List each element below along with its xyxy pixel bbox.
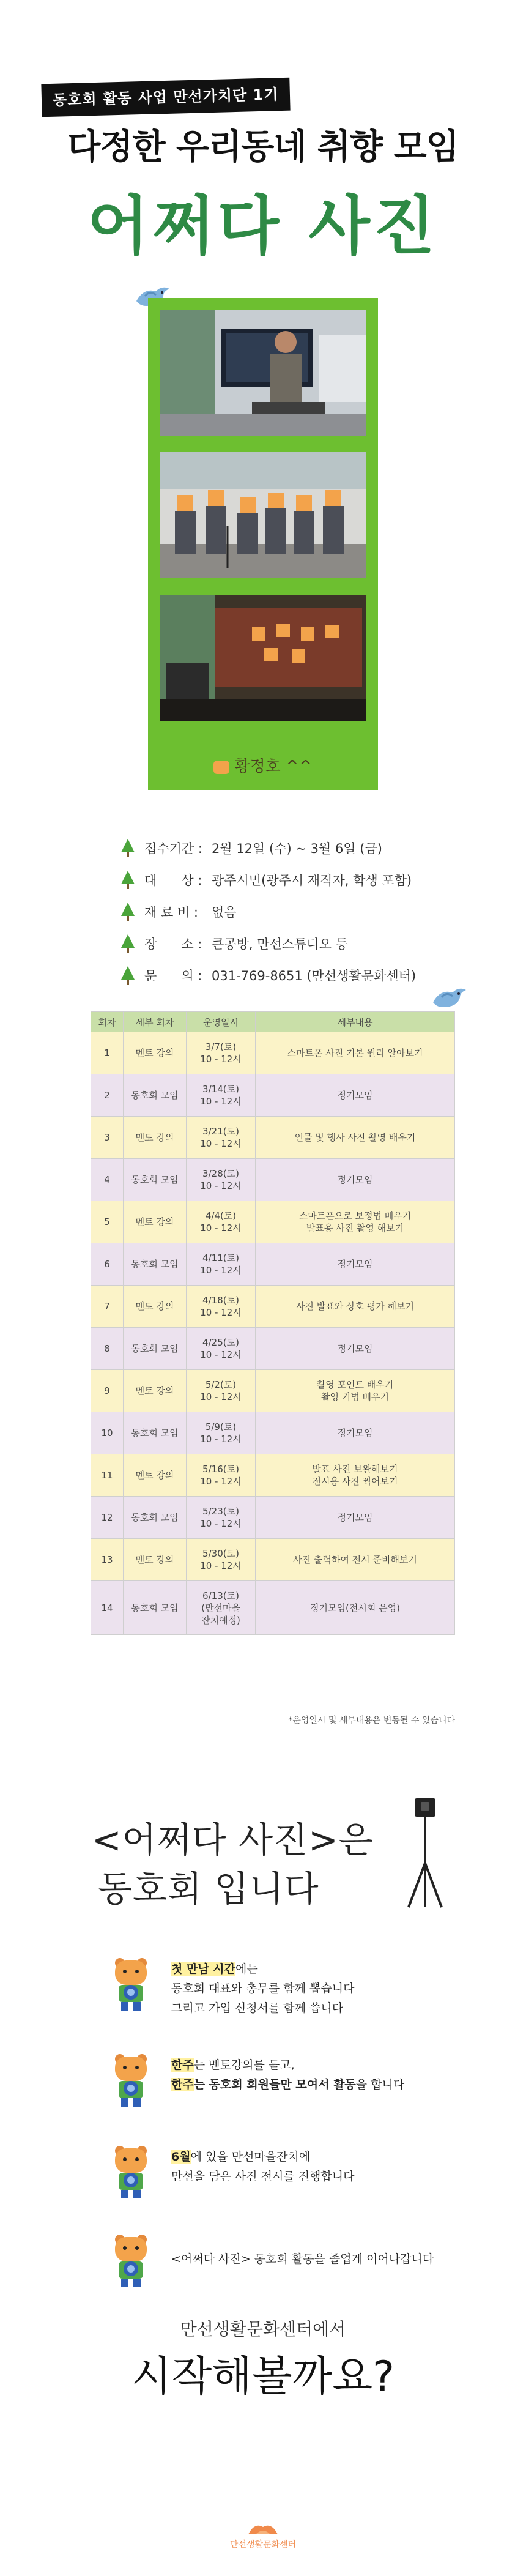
col-header: 운영일시 xyxy=(187,1012,256,1032)
table-row: 4 동호회 모임 3/28(토) 10 - 12시 정기모임 xyxy=(91,1159,455,1201)
table-row: 11 멘토 강의 5/16(토) 10 - 12시 발표 사진 보완해보기 전시용 사진 찍어보기 xyxy=(91,1454,455,1497)
table-header-row xyxy=(91,1012,455,1032)
schedule-table xyxy=(91,1011,455,1635)
info-target: 대 상 : 광주시민(광주시 재직자, 학생 포함) xyxy=(121,864,464,896)
col-header: 세부내용 xyxy=(256,1012,455,1032)
closing-subtitle: 만선생활문화센터에서 xyxy=(180,2319,346,2339)
table-row: 9 멘토 강의 5/2(토) 10 - 12시 촬영 포인트 배우기 촬영 기법 배우기 xyxy=(91,1370,455,1412)
tree-icon xyxy=(121,966,135,985)
tree-icon xyxy=(121,871,135,889)
info-contact: 문 의 : 031-769-8651 (만선생활문화센터) xyxy=(121,959,464,991)
step-3: 6월에 있을 만선마을잔치에 만선을 담은 사진 전시를 진행합니다 xyxy=(109,2145,476,2200)
schedule-note: *운영일시 및 세부내용은 변동될 수 있습니다 xyxy=(288,1716,455,1725)
bear-character-icon xyxy=(109,2053,153,2108)
tree-icon xyxy=(121,934,135,953)
table-row: 3 멘토 강의 3/21(토) 10 - 12시 인물 및 행사 사진 촬영 배우기 xyxy=(91,1117,455,1159)
lecture-photo xyxy=(160,310,366,436)
table-row: 12 동호회 모임 5/23(토) 10 - 12시 정기모임 xyxy=(91,1497,455,1539)
program-info xyxy=(121,832,464,991)
stage-photo xyxy=(160,595,366,721)
photo-collage xyxy=(148,298,378,790)
page-title: 다정한 우리동네 취향 모임 xyxy=(67,127,459,167)
table-row: 5 멘토 강의 4/4(토) 10 - 12시 스마트폰으로 보정법 배우기 발표용 사진 촬영 해보기 xyxy=(91,1201,455,1243)
table-row: 8 동호회 모임 4/25(토) 10 - 12시 정기모임 xyxy=(91,1328,455,1370)
group-photo xyxy=(160,452,366,578)
info-place: 장 소 : 큰공방, 만선스튜디오 등 xyxy=(121,928,464,959)
table-row: 2 동호회 모임 3/14(토) 10 - 12시 정기모임 xyxy=(91,1074,455,1117)
club-name-title: 어쩌다 사진 xyxy=(87,188,439,263)
bird-icon xyxy=(428,984,471,1012)
club-heading-line1: <어쩌다 사진>은 xyxy=(92,1819,374,1861)
table-row: 6 동호회 모임 4/11(토) 10 - 12시 정기모임 xyxy=(91,1243,455,1286)
step-2: 한주는 멘토강의를 듣고, 한주는 동호회 회원들만 모여서 활동을 합니다 xyxy=(109,2053,476,2108)
project-badge: 동호회 활동 사업 만선가치단 1기 xyxy=(41,78,290,117)
bear-character-icon xyxy=(109,1957,153,2012)
col-header: 세부 회차 xyxy=(124,1012,187,1032)
table-row: 10 동호회 모임 5/9(토) 10 - 12시 정기모임 xyxy=(91,1412,455,1454)
info-fee: 재 료 비 : 없음 xyxy=(121,896,464,928)
step-4: <어쩌다 사진> 동호회 활동을 졸업게 이어나갑니다 xyxy=(109,2233,476,2288)
col-header: 회차 xyxy=(91,1012,124,1032)
center-logo-icon xyxy=(245,2521,281,2537)
bear-mini-icon xyxy=(213,761,229,774)
camera-tripod-icon xyxy=(404,1796,446,1909)
photo-signature: 황정호 ^^ xyxy=(148,754,378,776)
info-period: 접수기간 : 2월 12일 (수) ~ 3월 6일 (금) xyxy=(121,832,464,864)
table-row: 1 멘토 강의 3/7(토) 10 - 12시 스마트폰 사진 기본 원리 알아보기 xyxy=(91,1032,455,1074)
table-row: 13 멘토 강의 5/30(토) 10 - 12시 사진 출력하여 전시 준비해보기 xyxy=(91,1539,455,1581)
step-1: 첫 만남 시간에는 동호회 대표와 총무를 함께 뽑습니다 그리고 가입 신청서를 함께 씁니다 xyxy=(109,1957,476,2018)
footer-logo-text: 만선생활문화센터 xyxy=(229,2540,297,2550)
tree-icon xyxy=(121,903,135,921)
tree-icon xyxy=(121,839,135,857)
table-row: 7 멘토 강의 4/18(토) 10 - 12시 사진 발표와 상호 평가 해보기 xyxy=(91,1286,455,1328)
closing-title: 시작해볼까요? xyxy=(131,2353,395,2401)
footer-logo xyxy=(0,2521,526,2550)
club-heading-line2: 동호회 입니다 xyxy=(98,1868,319,1910)
bear-character-icon xyxy=(109,2145,153,2200)
bear-character-icon xyxy=(109,2233,153,2288)
table-row: 14 동호회 모임 6/13(토) (만선마을 잔치예정) 정기모임(전시회 운영) xyxy=(91,1581,455,1635)
